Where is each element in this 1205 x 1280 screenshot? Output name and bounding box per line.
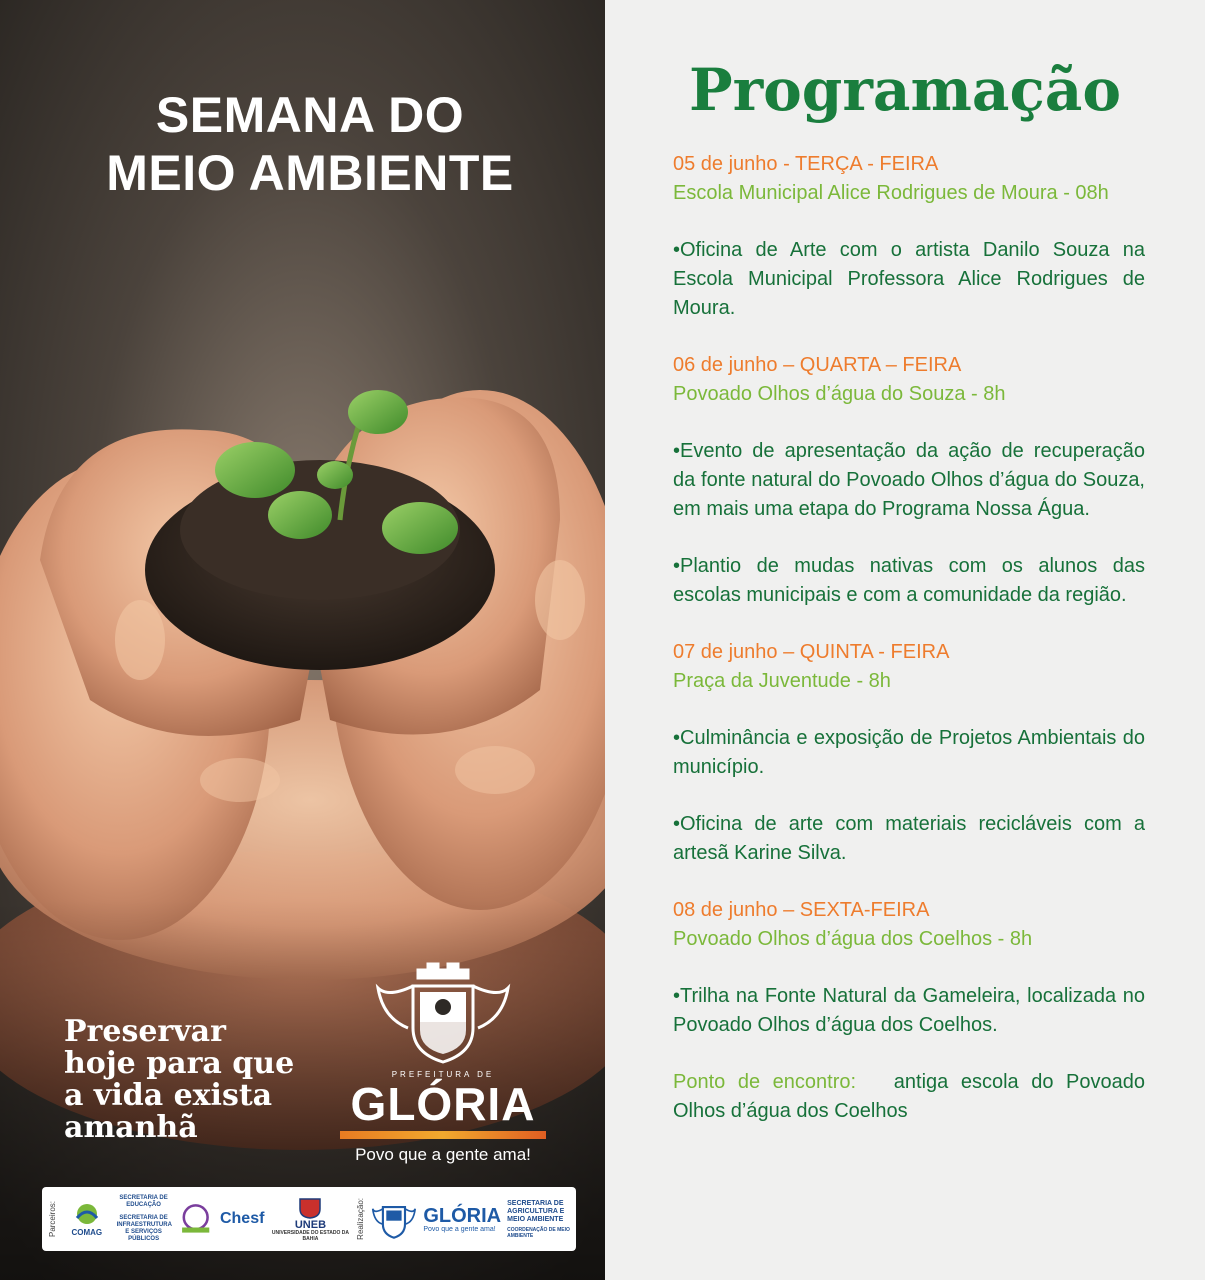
day-block (673, 150, 1145, 208)
gloria-mini-crest-icon (371, 1195, 417, 1243)
day-heading: 05 de junho - TERÇA - FEIRA (673, 153, 939, 175)
poster-title-line1: SEMANA DO (155, 87, 465, 143)
day-heading: 07 de junho – QUINTA - FEIRA (673, 641, 950, 663)
brand-name: GLÓRIA (350, 1078, 536, 1130)
meeting-label: Ponto de encontro: (673, 1071, 857, 1093)
meeting-text: antiga escola do Povoado Olhos d’água dos Coelhos (673, 1071, 1145, 1122)
gloria-crest-icon (368, 958, 518, 1068)
poster-title (0, 86, 605, 202)
day-place: Escola Municipal Alice Rodrigues de Moura - 08h (673, 182, 1109, 204)
poster-title-line2: MEIO AMBIENTE (106, 145, 514, 201)
activity-item: •Culminância e exposição de Projetos Ambientais do município. (673, 727, 1145, 778)
gloria-mini-name: GLÓRIA (423, 1204, 502, 1227)
meeting-point (673, 1068, 1145, 1126)
day-heading: 08 de junho – SEXTA-FEIRA (673, 899, 930, 921)
day-place: Povoado Olhos d’água do Souza - 8h (673, 383, 1006, 405)
day-block (673, 351, 1145, 409)
uneb-sub-label: UNIVERSIDADE DO ESTADO DA BAHIA (271, 1229, 349, 1242)
slogan-line: a vida exista (64, 1078, 273, 1113)
program-body (673, 150, 1145, 1126)
comag-label: COMAG (71, 1227, 103, 1237)
day-block (673, 638, 1145, 696)
sec-educacao-label: SECRETARIA DE EDUCAÇÃO (119, 1195, 168, 1208)
comag-icon (67, 1202, 107, 1226)
sec-infra-label: SECRETARIA DE INFRAESTRUTURA E SERVIÇOS PÚBLICOS (116, 1215, 172, 1242)
program-panel (605, 0, 1205, 1280)
slogan-line: amanhã (64, 1110, 198, 1145)
gloria-mini-logo (423, 1206, 501, 1233)
slogan-line: hoje para que (64, 1046, 295, 1081)
gloria-brand (336, 958, 550, 1165)
realizacao-label: Realização: (356, 1198, 366, 1240)
gloria-mini-tagline: Povo que a gente ama! (423, 1225, 496, 1233)
brand-prefix: PREFEITURA DE (391, 1070, 495, 1079)
slogan-line: Preservar (64, 1014, 226, 1049)
day-heading: 06 de junho – QUARTA – FEIRA (673, 354, 962, 376)
partners-label: Parceiros: (48, 1200, 57, 1237)
day-place: Praça da Juventude - 8h (673, 670, 891, 692)
activity-item: •Plantio de mudas nativas com os alunos das escolas municipais e com a comunidade da região. (673, 555, 1145, 606)
uneb-label: UNEB (294, 1218, 327, 1231)
activity-item: •Trilha na Fonte Natural da Gameleira, localizada no Povoado Olhos d’água dos Coelhos. (673, 985, 1145, 1036)
program-title: Programação (688, 56, 1122, 124)
poster-slogan (64, 1016, 334, 1144)
comag-logo (63, 1202, 111, 1237)
partner-emblem-icon (177, 1199, 214, 1239)
sec-agricultura-block (507, 1200, 570, 1239)
activity-item: •Oficina de arte com materiais recicláveis com a artesã Karine Silva. (673, 813, 1145, 864)
chesf-logo: Chesf (219, 1210, 265, 1227)
uneb-logo (270, 1197, 350, 1242)
coord-label: COORDENAÇÃO DE MEIO AMBIENTE (507, 1226, 570, 1239)
activity-item: •Oficina de Arte com o artista Danilo Souza na Escola Municipal Professora Alice Rodrigues de Moura. (673, 239, 1145, 319)
day-block (673, 896, 1145, 954)
brand-tagline: Povo que a gente ama! (355, 1145, 531, 1164)
activity-item: •Evento de apresentação da ação de recuperação da fonte natural do Povoado Olhos d’água do Souza, em mais uma etapa do Programa Nossa Água. (673, 440, 1145, 520)
day-place: Povoado Olhos d’água dos Coelhos - 8h (673, 928, 1033, 950)
secretarias-block (117, 1195, 171, 1243)
partners-strip (42, 1187, 576, 1251)
brand-color-bar (340, 1131, 546, 1139)
uneb-shield-icon (298, 1197, 322, 1219)
sec-agri-label: SECRETARIA DE AGRICULTURA E MEIO AMBIENTE (507, 1199, 565, 1223)
